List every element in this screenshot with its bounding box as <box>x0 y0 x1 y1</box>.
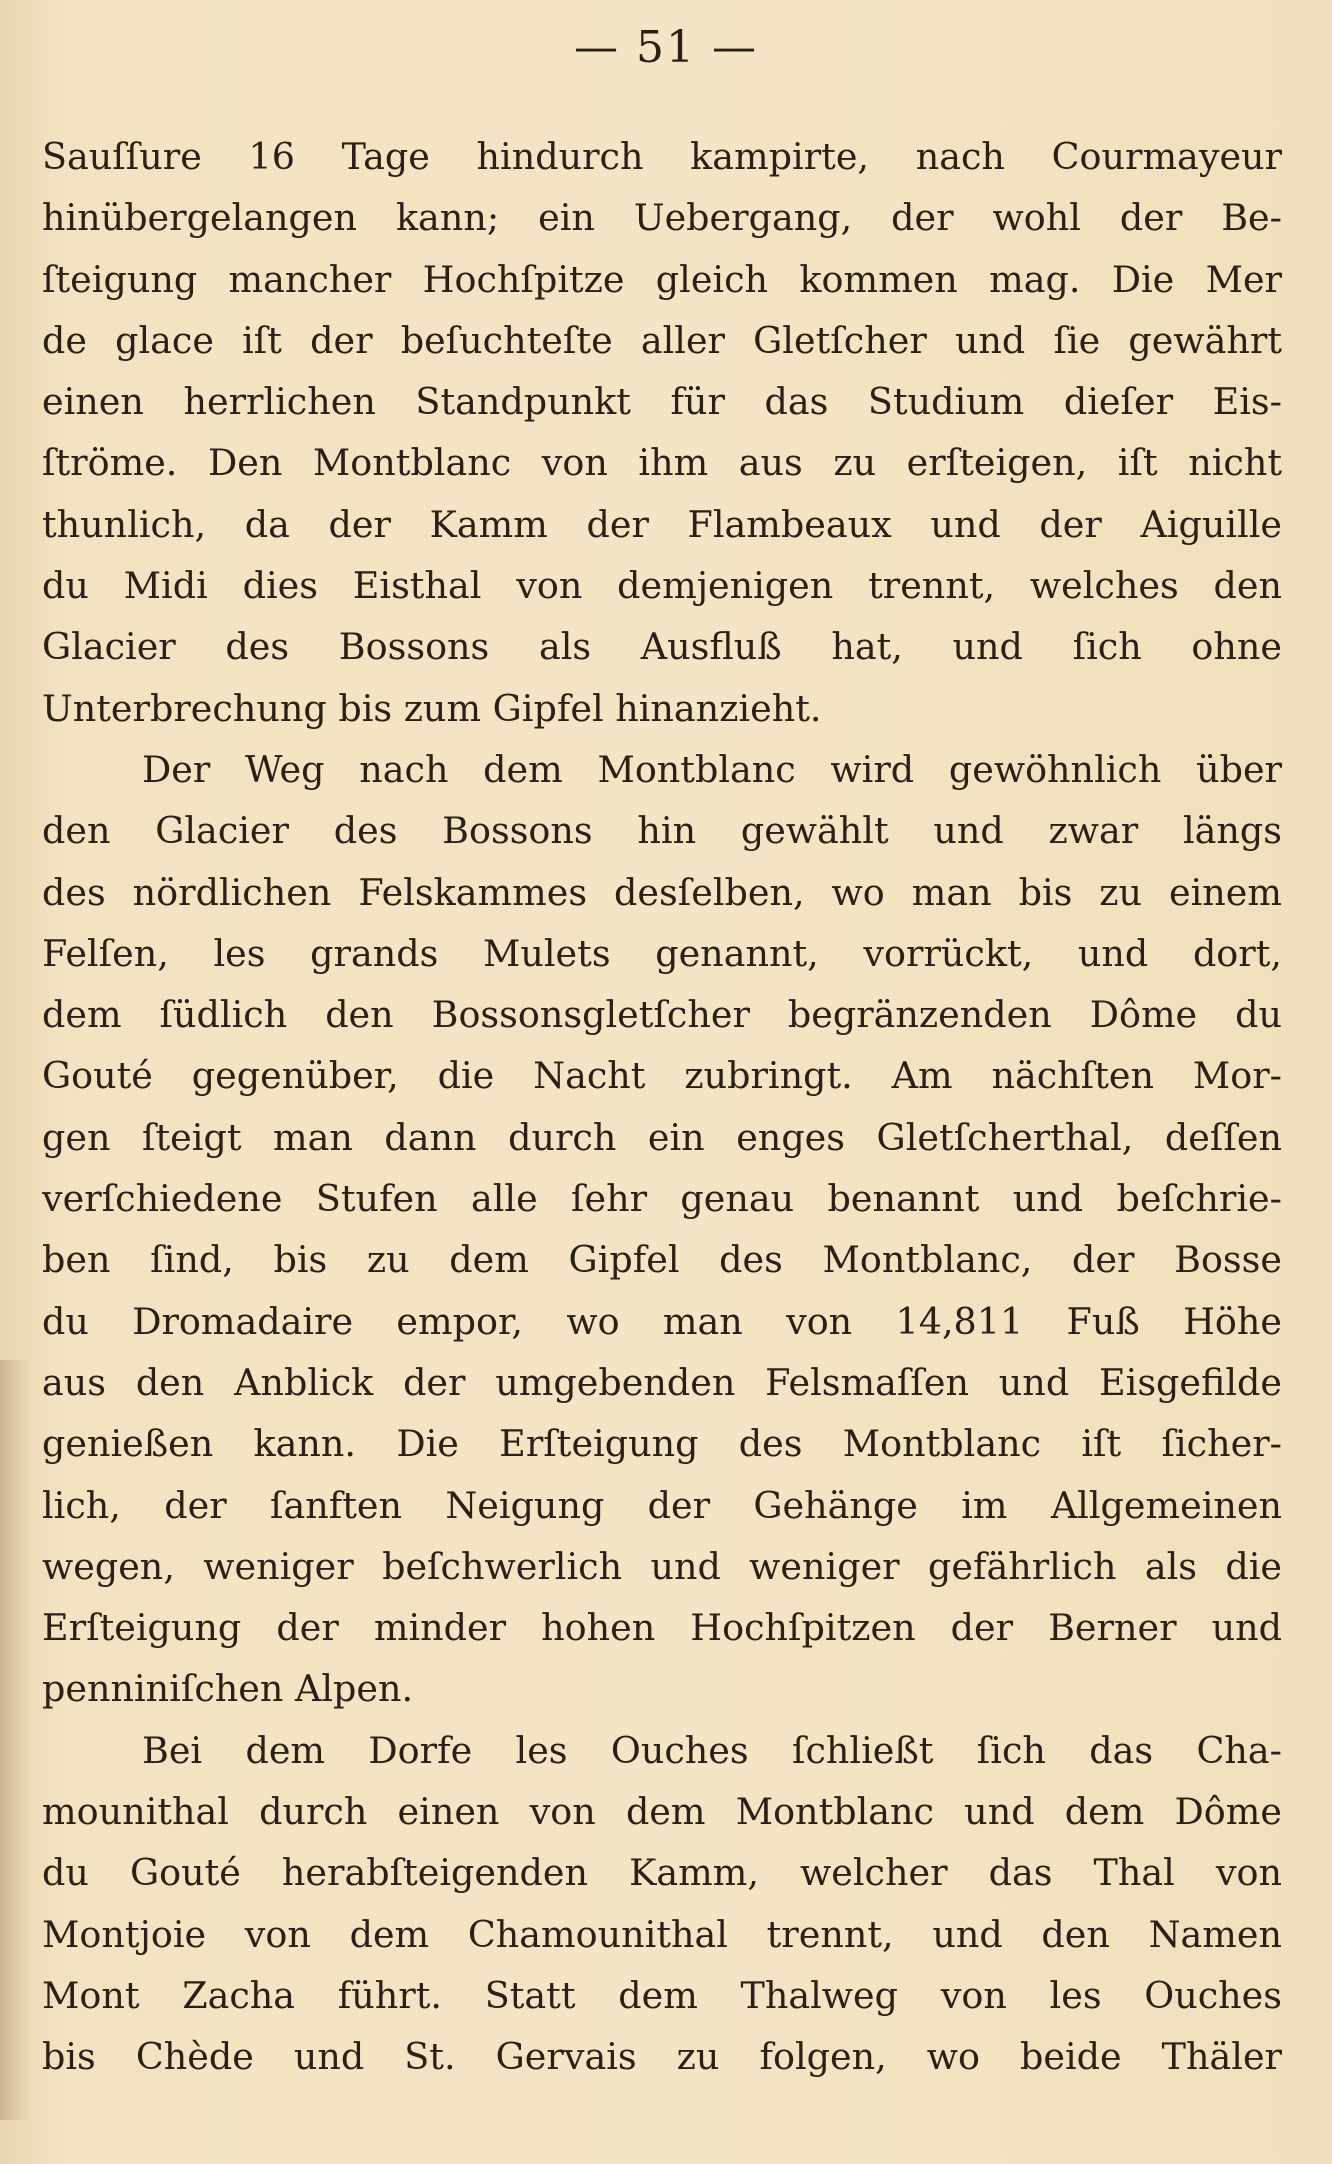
text-line: bis Chède und St. Gervais zu folgen, wo beide Thäler <box>42 2035 1282 2079</box>
text-line: Sauſſure 16 Tage hindurch kampirte, nach Courmayeur <box>42 135 1282 178</box>
text-line: genießen kann. Die Erſteigung des Montblanc iſt ſicher- <box>42 1422 1282 1466</box>
text-line: thunlich, da der Kamm der Flambeaux und der Aiguille <box>42 502 1282 546</box>
text-line: des nördlichen Felskammes desſelben, wo man bis zu einem <box>42 870 1282 914</box>
text-line: einen herrlichen Standpunkt für das Studium dieſer Eis- <box>42 380 1282 424</box>
text-line: hinübergelangen kann; ein Uebergang, der wohl der Be- <box>42 196 1282 240</box>
text-line: Erſteigung der minder hohen Hochſpitzen der Berner und <box>42 1606 1282 1650</box>
text-line: du Dromadaire empor, wo man von 14,811 Fuß Höhe <box>42 1299 1282 1343</box>
text-line: Unterbrechung bis zum Gipfel hinanzieht. <box>42 686 822 730</box>
text-line: mounithal durch einen von dem Montblanc und dem Dôme <box>42 1790 1282 1834</box>
text-line: Der Weg nach dem Montblanc wird gewöhnlich über <box>142 747 1282 791</box>
text-line: dem ſüdlich den Bossonsgletſcher begränzenden Dôme du <box>42 993 1282 1037</box>
text-line: du Midi dies Eisthal von demjenigen trennt, welches den <box>42 564 1282 608</box>
text-line: gen ſteigt man dann durch ein enges Gletſcherthal, deſſen <box>42 1115 1282 1159</box>
text-line: Bei dem Dorfe les Ouches ſchließt ſich das Cha- <box>142 1728 1282 1772</box>
text-line: ſteigung mancher Hochſpitze gleich kommen mag. Die Mer <box>42 257 1282 301</box>
text-line: aus den Anblick der umgebenden Felsmaſſen und Eisgefilde <box>42 1360 1282 1404</box>
text-line: wegen, weniger beſchwerlich und weniger gefährlich als die <box>42 1544 1282 1588</box>
text-line: penniniſchen Alpen. <box>42 1667 414 1711</box>
text-line: Montjoie von dem Chamounithal trennt, und den Namen <box>42 1912 1282 1956</box>
text-line: Gouté gegenüber, die Nacht zubringt. Am nächſten Mor- <box>42 1054 1282 1098</box>
text-line: de glace iſt der beſuchteſte aller Gletſcher und ſie gewährt <box>42 318 1282 362</box>
text-line: verſchiedene Stufen alle ſehr genau benannt und beſchrie- <box>42 1177 1282 1221</box>
text-line: du Gouté herabſteigenden Kamm, welcher das Thal von <box>42 1851 1282 1895</box>
text-line: Felſen, les grands Mulets genannt, vorrückt, und dort, <box>42 931 1282 975</box>
text-line: Glacier des Bossons als Ausfluß hat, und ſich ohne <box>42 625 1282 669</box>
binding-shadow <box>0 1360 30 2120</box>
text-line: Mont Zacha führt. Statt dem Thalweg von les Ouches <box>42 1973 1282 2017</box>
page-number: — 51 — <box>574 22 758 73</box>
text-line: den Glacier des Bossons hin gewählt und zwar längs <box>42 809 1282 853</box>
page-body <box>42 126 1282 2088</box>
text-line: ben ſind, bis zu dem Gipfel des Montblanc, der Bosse <box>42 1238 1282 1282</box>
text-line: lich, der ſanften Neigung der Gehänge im Allgemeinen <box>42 1483 1282 1527</box>
text-line: ſtröme. Den Montblanc von ihm aus zu erſteigen, iſt nicht <box>42 441 1282 485</box>
